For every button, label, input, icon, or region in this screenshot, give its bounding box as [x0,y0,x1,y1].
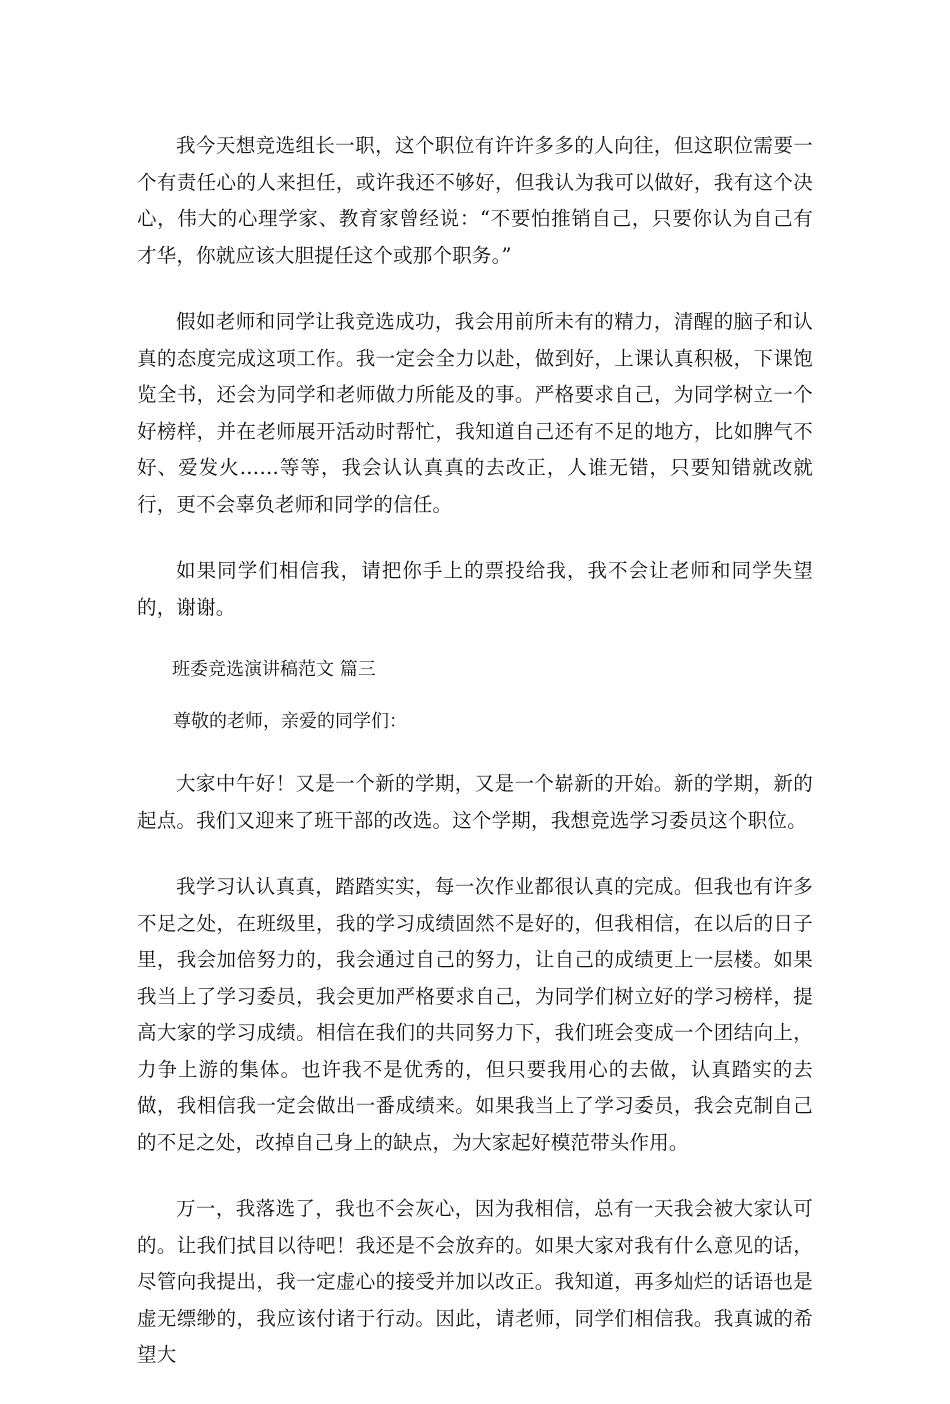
document-page [137,128,813,1404]
section-heading: 班委竞选演讲稿范文 篇三 [172,659,376,680]
paragraph-campaign-promise: 假如老师和同学让我竞选成功，我会用前所未有的精力，清醒的脑子和认真的态度完成这项工作。我一定会全力以赴，做到好，上课认真积极，下课饱览全书，还会为同学和老师做力所能及的事。严格要求自己，为同学树立一个好榜样，并在老师展开活动时帮忙，我知道自己还有不足的地方，比如脾气不好、爱发火……等等，我会认认真真的去改正，人谁无错，只要知错就改就行，更不会辜负老师和同学的信任。 [137,310,813,516]
paragraph-campaign-closing: 如果同学们相信我，请把你手上的票投给我，我不会让老师和同学失望的，谢谢。 [137,559,813,619]
paragraph-if-not-elected: 万一，我落选了，我也不会灰心，因为我相信，总有一天我会被大家认可的。让我们拭目以待吧！我还是不会放弃的。如果大家对我有什么意见的话，尽管向我提出，我一定虚心的接受并加以改正。我知道，再多灿烂的话语也是虚无缥缈的，我应该付诸于行动。因此，请老师，同学们相信我。我真诚的希望大 [137,1197,813,1366]
paragraph-new-semester: 大家中午好！又是一个新的学期，又是一个崭新的开始。新的学期，新的起点。我们又迎来了班干部的改选。这个学期，我想竞选学习委员这个职位。 [137,772,813,832]
paragraph-campaign-intro: 我今天想竞选组长一职，这个职位有许许多多的人向往，但这职位需要一个有责任心的人来担任，或许我还不够好，但我认为我可以做好，我有这个决心，伟大的心理学家、教育家曾经说：“不要怕推销自己，只要你认为自己有才华，你就应该大胆提任这个或那个职务。” [137,134,813,267]
greeting-line: 尊敬的老师，亲爱的同学们： [173,711,407,732]
paragraph-study-attitude: 我学习认认真真，踏踏实实，每一次作业都很认真的完成。但我也有许多不足之处，在班级里，我的学习成绩固然不是好的，但我相信，在以后的日子里，我会加倍努力的，我会通过自己的努力，让自己的成绩更上一层楼。如果我当上了学习委员，我会更加严格要求自己，为同学们树立好的学习榜样，提高大家的学习成绩。相信在我们的共同努力下，我们班会变成一个团结向上，力争上游的集体。也许我不是优秀的，但只要我用心的去做，认真踏实的去做，我相信我一定会做出一番成绩来。如果我当上了学习委员，我会克制自己的不足之处，改掉自己身上的缺点，为大家起好模范带头作用。 [137,875,813,1154]
